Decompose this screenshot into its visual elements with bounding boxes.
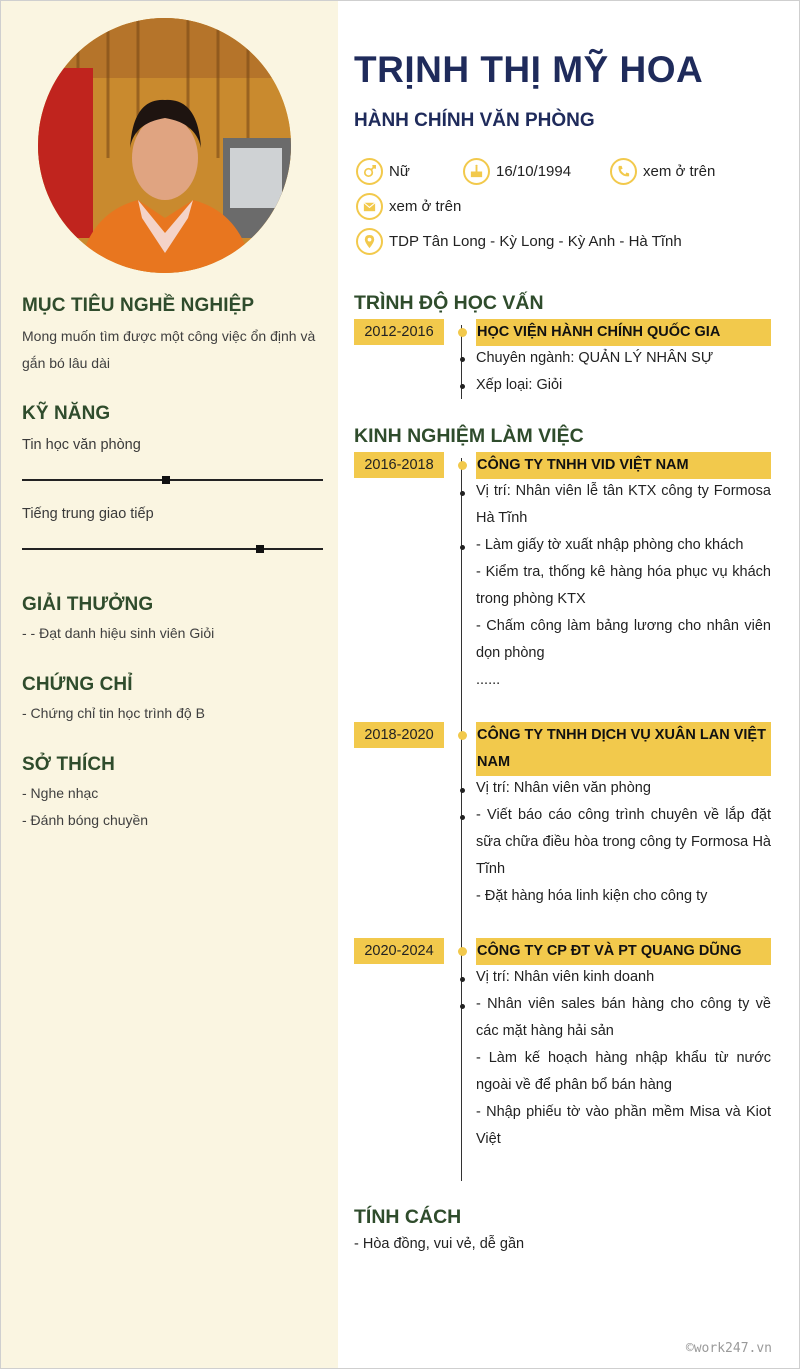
experience-line: - Làm giấy tờ xuất nhập phòng cho khách <box>476 537 744 553</box>
experience-line: - Kiểm tra, thống kê hàng hóa phục vụ khách trong phòng KTX <box>476 564 771 607</box>
certificates-section <box>22 674 328 727</box>
avatar <box>38 18 291 273</box>
skill-level-marker <box>162 476 170 484</box>
objective-text: Mong muốn tìm được một công việc ổn định và gắn bó lâu dài <box>22 328 316 371</box>
personality-title: TÍNH CÁCH <box>354 1206 462 1228</box>
experience-line: ...... <box>476 672 501 688</box>
bullet-dot <box>460 977 465 982</box>
cake-icon <box>463 158 490 185</box>
contact-birthday <box>463 158 571 185</box>
skill-level-marker <box>256 545 264 553</box>
experience-line: Vị trí: Nhân viên lễ tân KTX công ty Formosa Hà Tĩnh <box>476 483 771 526</box>
certificates-title: CHỨNG CHỈ <box>22 674 133 695</box>
email-value: xem ở trên <box>389 198 462 215</box>
phone-icon <box>610 158 637 185</box>
education-grade: Xếp loại: Giỏi <box>476 377 563 393</box>
company-name: CÔNG TY TNHH DỊCH VỤ XUÂN LAN VIỆT NAM <box>476 722 771 776</box>
gender-value: Nữ <box>389 163 410 180</box>
experience-line: - Đặt hàng hóa linh kiện cho công ty <box>476 888 708 904</box>
experience-line: - Nhập phiếu tờ vào phần mềm Misa và Kiot Việt <box>476 1104 771 1147</box>
hobbies-section <box>22 754 328 834</box>
experience-line: - Chấm công làm bảng lương cho nhân viên dọn phòng <box>476 618 771 661</box>
sidebar <box>1 1 338 1368</box>
education-years: 2012-2016 <box>354 319 444 345</box>
timeline-dot <box>458 947 467 956</box>
experience-years: 2018-2020 <box>354 722 444 748</box>
education-major: Chuyên ngành: QUẢN LÝ NHÂN SỰ <box>476 350 714 366</box>
bullet-dot <box>460 545 465 550</box>
objective-title: MỤC TIÊU NGHỀ NGHIỆP <box>22 295 255 316</box>
skill-name: Tin học văn phòng <box>22 437 141 453</box>
experience-title: KINH NGHIỆM LÀM VIỆC <box>354 425 584 447</box>
awards-section <box>22 594 328 647</box>
certificate-item: - Chứng chỉ tin học trình độ B <box>22 705 205 721</box>
address-value: TDP Tân Long - Kỳ Long - Kỳ Anh - Hà Tĩnh <box>389 233 682 250</box>
award-item: - - Đạt danh hiệu sinh viên Giỏi <box>22 625 215 641</box>
experience-line: Vị trí: Nhân viên kinh doanh <box>476 969 655 985</box>
bullet-dot <box>460 491 465 496</box>
skill-name: Tiếng trung giao tiếp <box>22 506 154 522</box>
skills-section <box>22 403 328 563</box>
company-name: CÔNG TY TNHH VID VIỆT NAM <box>476 452 771 479</box>
skill-bar <box>22 479 323 481</box>
watermark: ©work247.vn <box>685 1341 772 1356</box>
avatar-photo <box>38 18 291 273</box>
timeline-dot <box>458 731 467 740</box>
timeline-dot <box>458 328 467 337</box>
skills-title: KỸ NĂNG <box>22 403 111 424</box>
experience-years: 2020-2024 <box>354 938 444 964</box>
experience-line: Vị trí: Nhân viên văn phòng <box>476 780 651 796</box>
hobby-item: - Nghe nhạc <box>22 785 99 801</box>
map-pin-icon <box>356 228 383 255</box>
bullet-dot <box>460 788 465 793</box>
company-name: CÔNG TY CP ĐT VÀ PT QUANG DŨNG <box>476 938 771 965</box>
contact-gender <box>356 158 410 185</box>
contact-phone <box>610 158 715 185</box>
objective-section <box>22 295 328 377</box>
candidate-name: TRỊNH THỊ MỸ HOA <box>354 49 704 90</box>
hobbies-title: SỞ THÍCH <box>22 754 116 775</box>
phone-value: xem ở trên <box>643 163 716 180</box>
experience-years: 2016-2018 <box>354 452 444 478</box>
contact-address <box>356 228 682 255</box>
contact-email <box>356 193 461 220</box>
personality-text: - Hòa đồng, vui vẻ, dễ gần <box>354 1236 525 1252</box>
timeline-dot <box>458 461 467 470</box>
experience-line: - Viết báo cáo công trình chuyên về lắp đặt sữa chữa điều hòa trong công ty Formosa Hà Tĩnh <box>476 807 771 877</box>
experience-line: - Làm kế hoạch hàng nhập khẩu từ nước ngoài về để phân bổ bán hàng <box>476 1050 771 1093</box>
awards-title: GIẢI THƯỞNG <box>22 594 154 615</box>
skill-bar <box>22 548 323 550</box>
envelope-icon <box>356 193 383 220</box>
education-title: TRÌNH ĐỘ HỌC VẤN <box>354 292 544 314</box>
job-title: HÀNH CHÍNH VĂN PHÒNG <box>354 110 595 131</box>
gender-icon <box>356 158 383 185</box>
school-name: HỌC VIỆN HÀNH CHÍNH QUỐC GIA <box>476 319 771 346</box>
hobby-item: - Đánh bóng chuyền <box>22 812 149 828</box>
experience-line: - Nhân viên sales bán hàng cho công ty về các mặt hàng hải sản <box>476 996 771 1039</box>
bullet-dot <box>460 357 465 362</box>
bullet-dot <box>460 815 465 820</box>
bullet-dot <box>460 384 465 389</box>
birthday-value: 16/10/1994 <box>496 163 572 180</box>
bullet-dot <box>460 1004 465 1009</box>
